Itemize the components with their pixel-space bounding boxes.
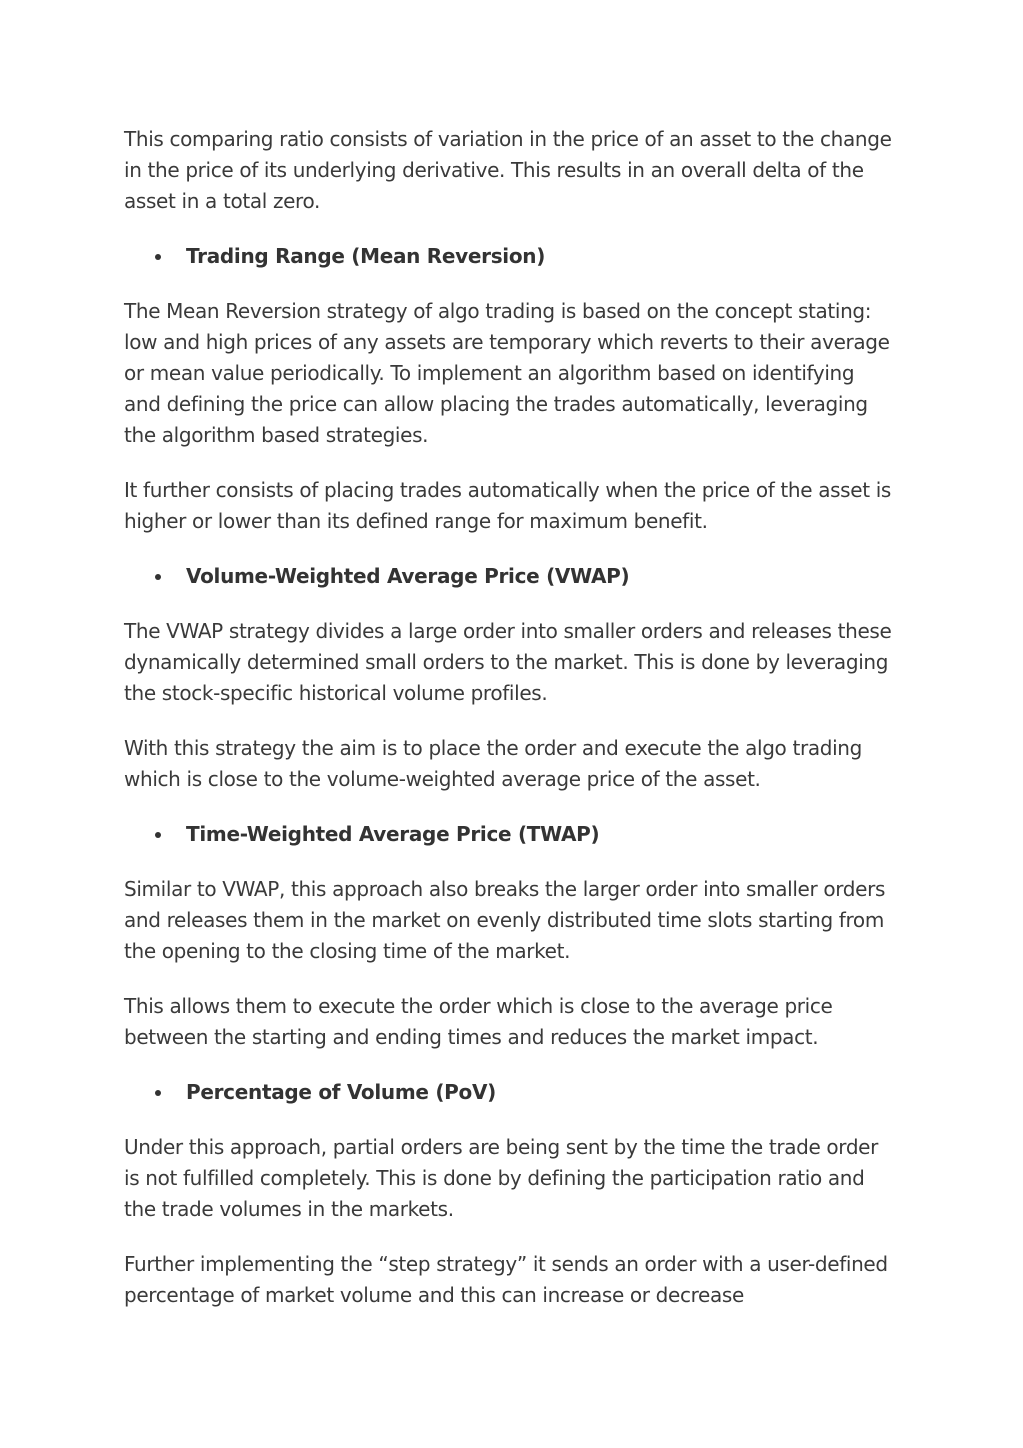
bullet-dot-icon bbox=[155, 254, 161, 260]
heading-pov: Percentage of Volume (PoV) bbox=[186, 1080, 496, 1104]
bullet-dot-icon bbox=[155, 1090, 161, 1096]
document-page bbox=[124, 124, 894, 1335]
bullet-dot-icon bbox=[155, 574, 161, 580]
paragraph-vwap: The VWAP strategy divides a large order into smaller orders and releases these dynamically determined small orders to the market. This is done by leveraging the stock-specific historical volume profiles. bbox=[124, 619, 892, 705]
bullet-heading-twap bbox=[124, 819, 894, 850]
paragraph-pov: Under this approach, partial orders are being sent by the time the trade order is not fulfilled completely. This is done by defining the participation ratio and the trade volumes in the markets. bbox=[124, 1135, 878, 1221]
bullet-dot-icon bbox=[155, 832, 161, 838]
paragraph-vwap-aim: With this strategy the aim is to place the order and execute the algo trading which is close to the volume-weighted average price of the asset. bbox=[124, 736, 862, 791]
bullet-heading-vwap bbox=[124, 561, 894, 592]
bullet-heading-trading-range bbox=[124, 241, 894, 272]
paragraph-mean-reversion: The Mean Reversion strategy of algo trading is based on the concept stating: low and high prices of any assets are temporary which reverts to their average or mean value periodically. To implement an algorithm based on identifying and defining the price can allow placing the trades automatically, leveraging the algorithm based strategies. bbox=[124, 299, 890, 447]
bullet-heading-pov bbox=[124, 1077, 894, 1108]
heading-twap: Time-Weighted Average Price (TWAP) bbox=[186, 822, 600, 846]
heading-trading-range: Trading Range (Mean Reversion) bbox=[186, 244, 546, 268]
paragraph-delta-ratio: This comparing ratio consists of variation in the price of an asset to the change in the price of its underlying derivative. This results in an overall delta of the asset in a total zero. bbox=[124, 127, 892, 213]
paragraph-twap: Similar to VWAP, this approach also breaks the larger order into smaller orders and releases them in the market on evenly distributed time slots starting from the opening to the closing time of the market. bbox=[124, 877, 886, 963]
heading-vwap: Volume-Weighted Average Price (VWAP) bbox=[186, 564, 630, 588]
paragraph-mean-reversion-range: It further consists of placing trades automatically when the price of the asset is higher or lower than its defined range for maximum benefit. bbox=[124, 478, 891, 533]
paragraph-pov-step: Further implementing the “step strategy” it sends an order with a user-defined percentage of market volume and this can increase or decrease bbox=[124, 1252, 888, 1307]
paragraph-twap-impact: This allows them to execute the order which is close to the average price between the starting and ending times and reduces the market impact. bbox=[124, 994, 833, 1049]
